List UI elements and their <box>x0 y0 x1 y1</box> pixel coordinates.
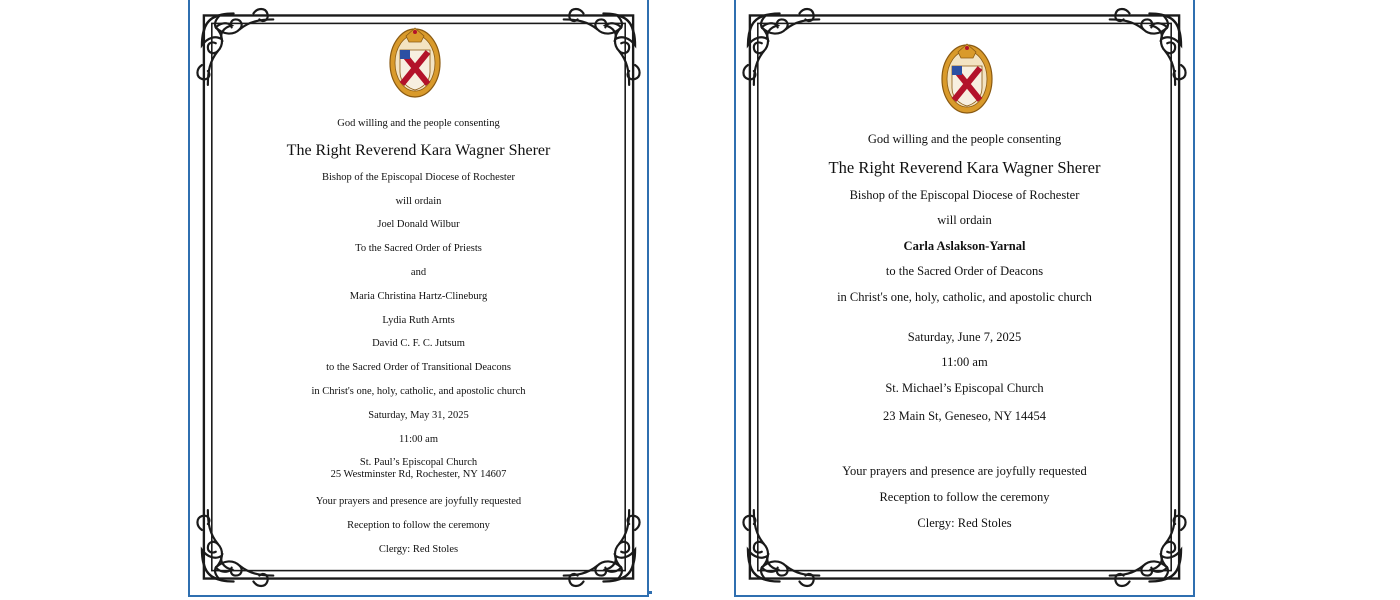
bishop-name: The Right Reverend Kara Wagner Sherer <box>828 157 1101 177</box>
will-ordain: will ordain <box>937 213 992 228</box>
ordinand-name: Joel Donald Wilbur <box>377 219 460 231</box>
reception-line: Reception to follow the ceremony <box>347 520 490 532</box>
service-time: 11:00 am <box>399 433 438 445</box>
service-date: Saturday, May 31, 2025 <box>368 409 469 421</box>
stray-mark <box>649 591 652 594</box>
corner-ornament-tr <box>564 9 640 85</box>
ordinand-name: Lydia Ruth Arnts <box>382 314 455 326</box>
request-line: Your prayers and presence are joyfully requested <box>842 464 1087 479</box>
corner-ornament-tl <box>743 9 819 85</box>
venue-name: St. Michael’s Episcopal Church <box>885 380 1044 395</box>
conjunction: and <box>410 266 427 278</box>
reception-line: Reception to follow the ceremony <box>879 489 1050 504</box>
will-ordain: will ordain <box>395 195 442 207</box>
invitation-text <box>736 127 1193 536</box>
diocese-seal-icon <box>940 40 994 114</box>
ordinand-name: Maria Christina Hartz-Clineburg <box>349 290 488 302</box>
service-date: Saturday, June 7, 2025 <box>907 329 1022 344</box>
ordinand-name: Carla Aslakson-Yarnal <box>903 238 1026 253</box>
ordinand-name: David C. F. C. Jutsum <box>372 338 465 350</box>
invitation-text <box>190 112 647 562</box>
church-line: in Christ's one, holy, catholic, and apostolic church <box>837 289 1092 304</box>
venue-address: 25 Westminster Rd, Rochester, NY 14607 <box>330 469 507 481</box>
invitation-card-priests-deacons <box>188 0 649 597</box>
order-deacons: to the Sacred Order of Deacons <box>885 264 1044 279</box>
clergy-attire: Clergy: Red Stoles <box>917 515 1012 530</box>
intro-line: God willing and the people consenting <box>337 118 500 129</box>
bishop-name: The Right Reverend Kara Wagner Sherer <box>286 141 551 159</box>
corner-ornament-tr <box>1110 9 1186 85</box>
diocese-seal-icon <box>388 24 442 98</box>
venue-name: St. Paul’s Episcopal Church <box>359 457 478 469</box>
venue-address: 23 Main St, Geneseo, NY 14454 <box>882 409 1047 424</box>
bishop-title: Bishop of the Episcopal Diocese of Rochester <box>321 171 516 183</box>
church-line: in Christ's one, holy, catholic, and apostolic church <box>311 385 526 397</box>
order-transitional-deacons: to the Sacred Order of Transitional Deacons <box>326 362 511 374</box>
invitation-card-deacons <box>734 0 1195 597</box>
request-line: Your prayers and presence are joyfully requested <box>315 496 522 508</box>
corner-ornament-tl <box>197 9 273 85</box>
service-time: 11:00 am <box>941 355 988 370</box>
intro-line: God willing and the people consenting <box>867 132 1062 146</box>
bishop-title: Bishop of the Episcopal Diocese of Rochester <box>849 187 1080 202</box>
order-priests: To the Sacred Order of Priests <box>355 243 482 255</box>
venue-block <box>190 451 647 490</box>
clergy-attire: Clergy: Red Stoles <box>378 543 459 555</box>
